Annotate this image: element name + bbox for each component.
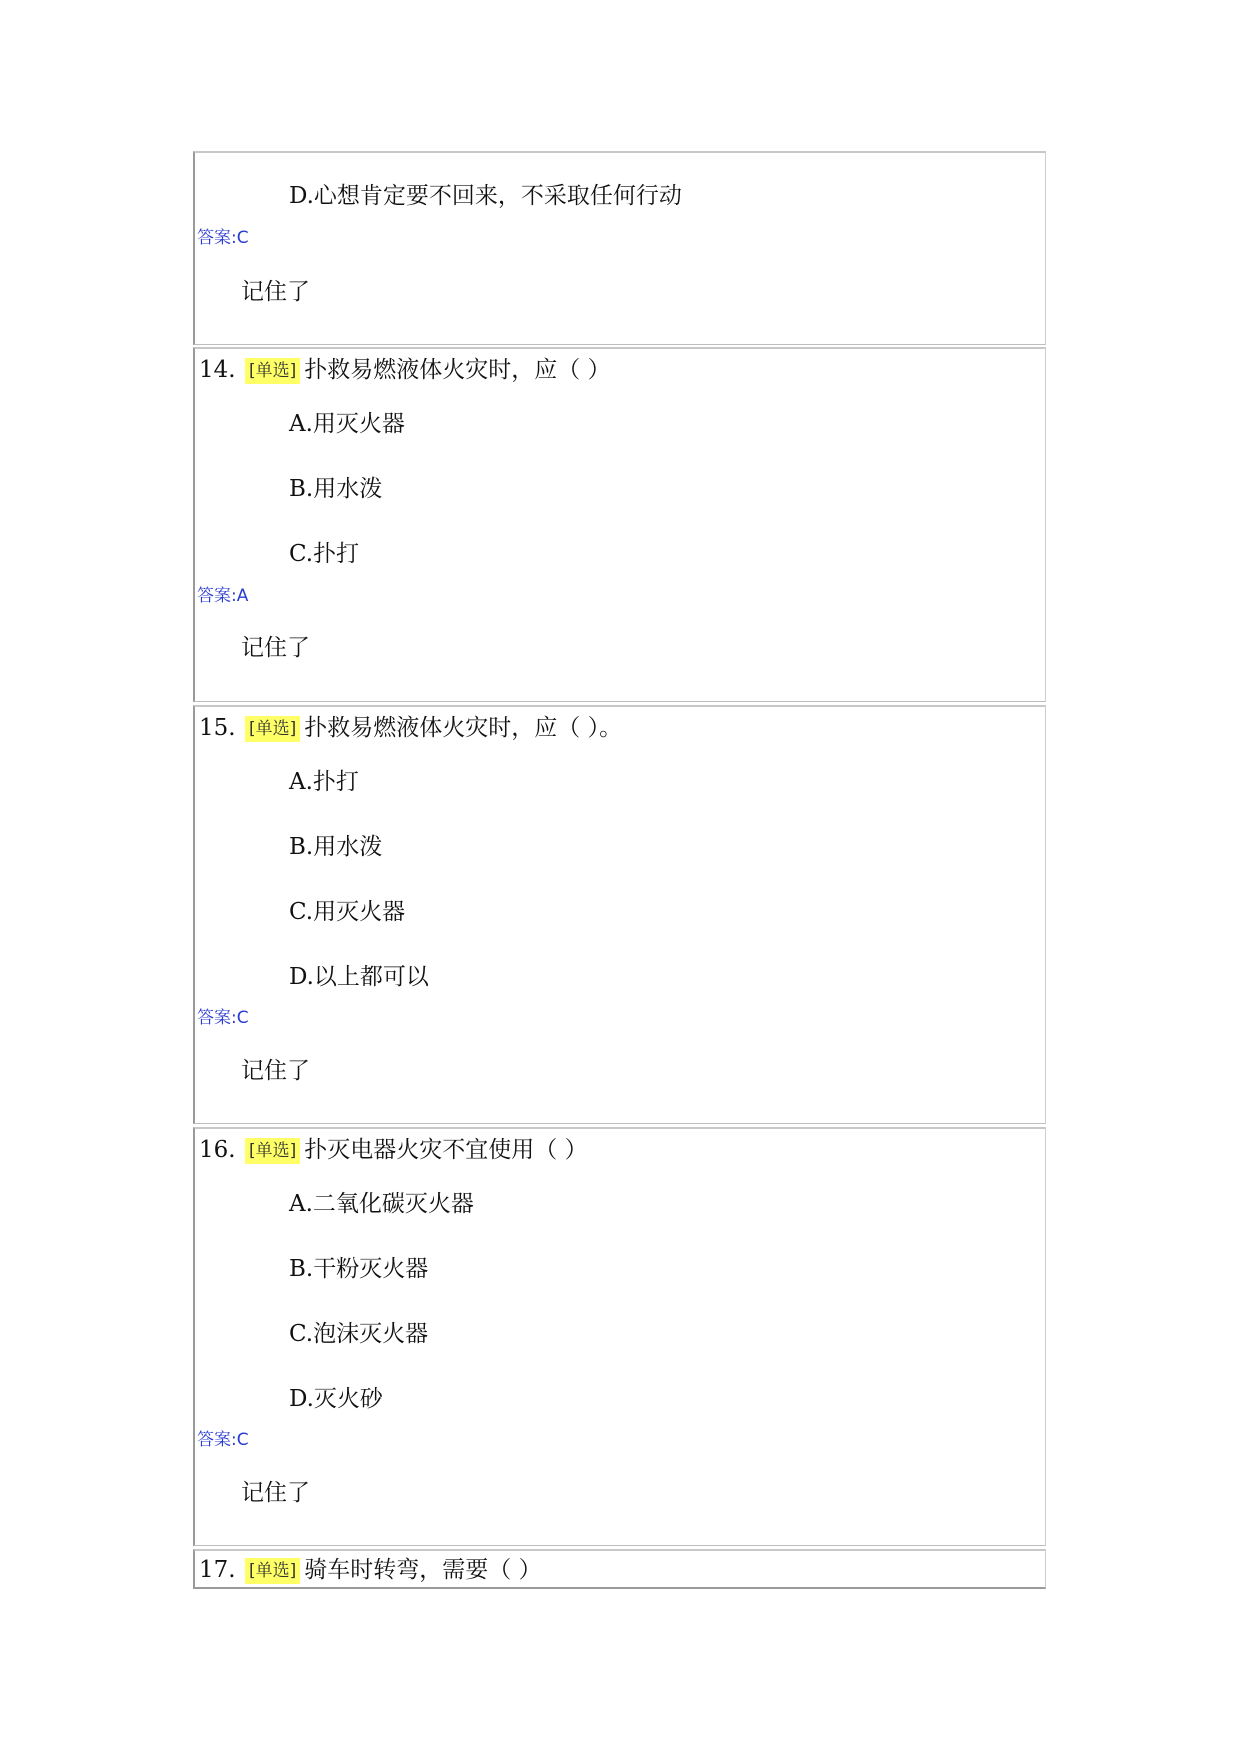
option-a: A.用灭火器 [289,411,405,437]
memo-text: 记住了 [241,1480,310,1506]
option-a: A.扑打 [289,769,359,795]
question-number: 14. [199,357,236,383]
question-type-tag: [单选] [245,1558,300,1584]
question-card-15 [193,705,1046,1124]
option-c: C.扑打 [289,541,360,567]
answer-label: 答案:C [197,228,249,248]
memo-text: 记住了 [241,279,310,305]
question-text: 扑救易燃液体火灾时，应（ ）。 [304,715,623,741]
answer-label: 答案:A [197,586,249,606]
question-text: 扑救易燃液体火灾时，应（ ） [304,357,611,383]
option-b: B.干粉灭火器 [289,1256,429,1282]
question-line [199,714,622,742]
question-line [199,1556,542,1584]
question-number: 15. [199,715,236,741]
question-text: 扑灭电器火灾不宜使用（ ） [304,1137,588,1163]
answer-label: 答案:C [197,1008,249,1028]
answer-label: 答案:C [197,1430,249,1450]
question-type-tag: [单选] [245,358,300,384]
option-b: B.用水泼 [289,834,383,860]
question-type-tag: [单选] [245,1138,300,1164]
question-card-16 [193,1127,1046,1546]
question-number: 17. [199,1557,236,1583]
option-d: D.灭火砂 [289,1386,383,1412]
option-c: C.泡沫灭火器 [289,1321,429,1347]
memo-text: 记住了 [241,1058,310,1084]
question-card-13 [193,151,1046,345]
question-card-17 [193,1549,1046,1589]
memo-text: 记住了 [241,635,310,661]
question-text: 骑车时转弯，需要（ ） [304,1557,542,1583]
question-type-tag: [单选] [245,716,300,742]
option-d: D.心想肯定要不回来，不采取任何行动 [289,183,682,209]
option-c: C.用灭火器 [289,899,406,925]
option-a: A.二氧化碳灭火器 [289,1191,474,1217]
question-number: 16. [199,1137,236,1163]
question-card-14 [193,347,1046,702]
question-line [199,356,611,384]
option-d: D.以上都可以 [289,964,429,990]
question-line [199,1136,588,1164]
option-b: B.用水泼 [289,476,383,502]
